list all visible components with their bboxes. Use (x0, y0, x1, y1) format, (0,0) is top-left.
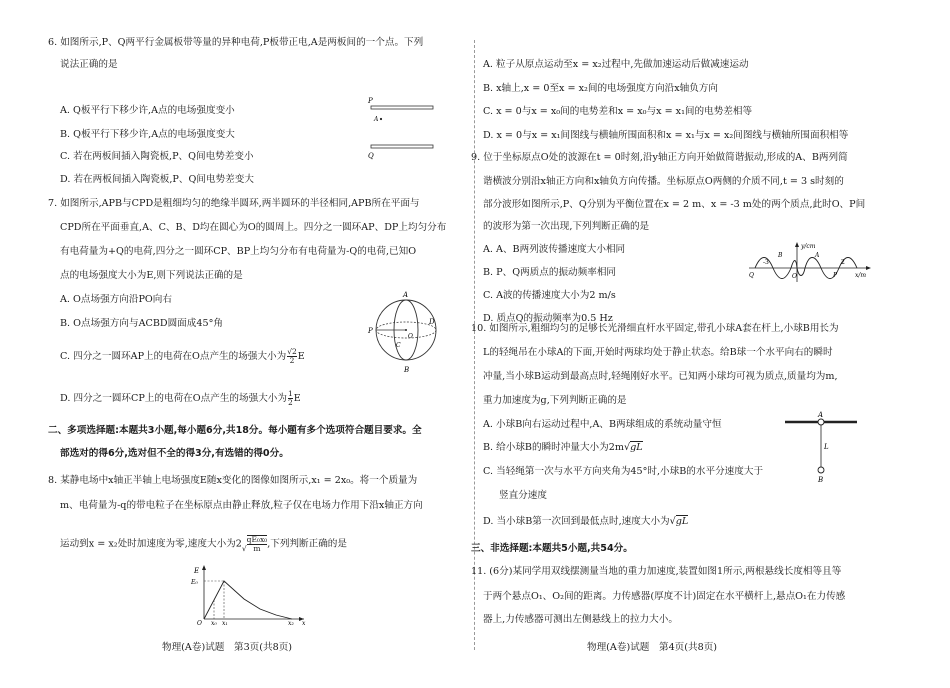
plate-p (371, 106, 433, 109)
svg-text:-3: -3 (763, 259, 769, 266)
q9-option-b: B. P、Q两质点的振动频率相同 (483, 267, 617, 278)
page-footer-left: 物理(A卷)试题 第3页(共8页) (162, 642, 293, 653)
q10-pendulum-figure (775, 410, 865, 485)
section2-heading-line1: 二、多项选择题:本题共3小题,每小题6分,共18分。每小题有多个选项符合题目要求。全 (48, 425, 422, 436)
q10-option-a: A. 小球B向右运动过程中,A、B两球组成的系统动量守恒 (483, 419, 722, 430)
q8-field-graph (190, 563, 310, 625)
svg-text:D: D (429, 318, 435, 326)
q8-option-a: A. 粒子从原点运动至x = x₂过程中,先做加速运动后做减速运动 (483, 59, 749, 70)
q11-line2: 于两个悬点O₁、O₂间的距离。力传感器(厚度不计)固定在水平横杆上,悬点O₁在力传感 (483, 591, 846, 602)
q9-stem-line2: 谐横波分别沿x轴正方向和x轴负方向传播。坐标原点O两侧的介质不同,t = 3 s时刻的 (483, 176, 844, 187)
q10-option-c-line2: 竖直分速度 (499, 490, 547, 501)
svg-text:E₀: E₀ (191, 579, 198, 586)
svg-text:x₁: x₁ (222, 620, 228, 625)
q10-stem-line1: 10. 如图所示,粗细均匀的足够长光滑细直杆水平固定,带孔小球A套在杆上,小球B用长为 (471, 323, 839, 334)
q11-line1: 11. (6分)某同学用双线摆测量当地的重力加速度,装置如图1所示,两根悬线长度相等且等 (471, 566, 842, 577)
svg-text:Q: Q (749, 272, 754, 279)
svg-text:A: A (818, 411, 824, 419)
q9-stem-line3: 部分波形如图所示,P、Q分别为平衡位置在x = 2 m、x = -3 m处的两个质点,此时O、P间 (483, 199, 866, 210)
svg-text:B: B (818, 476, 824, 484)
svg-text:P: P (833, 272, 838, 279)
q6-capacitor-figure (366, 95, 436, 163)
svg-text:P: P (368, 327, 373, 335)
q10-option-c-line1: C. 当轻绳第一次与水平方向夹角为45°时,小球B的水平分速度大于 (483, 466, 764, 477)
q8-stem-line1: 8. 某静电场中x轴正半轴上电场强度E随x变化的图像如图所示,x₁ = 2x₀。将一个质量为 (48, 475, 418, 486)
svg-text:x₂: x₂ (288, 620, 294, 625)
q7-ring-figure (366, 286, 438, 376)
q10-option-d: D. 当小球B第一次回到最低点时,速度大小为√gL (483, 516, 689, 527)
page-footer-right: 物理(A卷)试题 第4页(共8页) (587, 642, 718, 653)
q7-option-b: B. O点场强方向与ACBD圆面成45°角 (60, 318, 223, 329)
svg-text:A: A (815, 252, 820, 259)
section3-heading: 三、非选择题:本题共5小题,共54分。 (471, 543, 633, 554)
q6-stem-line1: 6. 如图所示,P、Q两平行金属板带等量的异种电荷,P板带正电,A是两板间的一个点。下列 (48, 37, 424, 48)
q10-option-b: B. 给小球B的瞬时冲量大小为2m√gL (483, 442, 643, 453)
svg-text:B: B (404, 366, 410, 374)
svg-text:C: C (396, 342, 401, 349)
svg-text:B: B (778, 252, 783, 259)
q7-stem-line3: 有电荷量为+Q的电荷,四分之一圆环CP、BP上均匀分布有电荷量为-Q的电荷,已知O (60, 246, 417, 257)
q6-label-q: Q (368, 152, 374, 160)
point-a (380, 118, 382, 120)
plate-q (371, 145, 433, 148)
svg-text:L: L (824, 443, 829, 451)
svg-text:E: E (194, 567, 200, 575)
q6-stem-line2: 说法正确的是 (60, 59, 118, 70)
svg-text:x₀: x₀ (211, 620, 217, 625)
q6-label-a: A (374, 116, 379, 123)
q9-option-a: A. A、B两列波传播速度大小相同 (483, 244, 626, 255)
q6-option-a: A. Q板平行下移少许,A点的电场强度变小 (60, 105, 235, 116)
q6-label-p: P (368, 97, 373, 105)
svg-text:O: O (792, 273, 797, 280)
q8-option-c: C. x = 0与x = x₀间的电势差和x = x₀与x = x₁间的电势差相等 (483, 106, 753, 117)
q8-option-d: D. x = 0与x = x₁间图线与横轴所围面积和x = x₁与x = x₂间图线与横轴所围面积相等 (483, 130, 849, 141)
svg-text:2: 2 (841, 259, 845, 266)
q7-option-d: D. 四分之一圆环CP上的电荷在O点产生的场强大小为 $\frac{1}{2}$ E (60, 389, 301, 407)
q6-option-b: B. Q板平行下移少许,A点的电场强度变大 (60, 129, 235, 140)
svg-text:O: O (408, 333, 413, 340)
q9-wave-figure (745, 240, 875, 285)
q8-stem-line3: 运动到x = x₂处时加速度为零,速度大小为2√ $\frac{\text{qE₀x₀}}{m}$ ,下列判断正确的是 (60, 535, 347, 553)
q7-stem-line4: 点的电场强度大小为E,则下列说法正确的是 (60, 270, 243, 281)
svg-text:x/m: x/m (855, 272, 867, 279)
q6-option-d: D. 若在两板间插入陶瓷板,P、Q间电势差变大 (60, 174, 254, 185)
q9-stem-line1: 9. 位于坐标原点O处的波源在t = 0时刻,沿y轴正方向开始做简谐振动,形成的A、B两列简 (471, 152, 848, 163)
q10-stem-line3: 冲量,当小球B运动到最高点时,轻绳刚好水平。已知两小球均可视为质点,质量均为m, (483, 371, 838, 382)
column-divider (474, 40, 475, 650)
svg-text:x: x (302, 620, 306, 625)
q10-stem-line2: L的轻绳吊在小球A的下面,开始时两球均处于静止状态。给B球一个水平向右的瞬时 (483, 347, 833, 358)
q6-option-c: C. 若在两板间插入陶瓷板,P、Q间电势差变小 (60, 151, 254, 162)
q10-stem-line4: 重力加速度为g,下列判断正确的是 (483, 395, 627, 406)
q9-option-c: C. A波的传播速度大小为2 m/s (483, 290, 616, 301)
svg-text:A: A (403, 291, 409, 299)
q11-line3: 器上,力传感器可测出左侧悬线上的拉力大小。 (483, 614, 678, 625)
q7-stem-line2: CPD所在平面垂直,A、C、B、D均在圆心为O的圆周上。四分之一圆环AP、DP上均匀分布 (60, 222, 447, 233)
q9-option-d: D. 质点Q的振动频率为0.5 Hz (483, 313, 613, 324)
q7-stem-line1: 7. 如图所示,APB与CPD是粗细均匀的绝缘半圆环,两半圆环的半径相同,APB所在平面与 (48, 198, 420, 209)
q7-option-a: A. O点场强方向沿PO向右 (60, 294, 172, 305)
q9-stem-line4: 的波形为第一次出现,下列判断正确的是 (483, 221, 650, 232)
q8-option-b: B. x轴上,x = 0至x = x₂间的电场强度方向沿x轴负方向 (483, 83, 718, 94)
q7-option-c: C. 四分之一圆环AP上的电荷在O点产生的场强大小为 $\frac{√2}{2}$ E (60, 347, 305, 365)
svg-text:O: O (197, 620, 202, 625)
svg-text:y/cm: y/cm (801, 243, 816, 250)
section2-heading-line2: 部选对的得6分,选对但不全的得3分,有选错的得0分。 (60, 448, 289, 459)
q8-stem-line2: m、电荷量为-q的带电粒子在坐标原点由静止释放,粒子仅在电场力作用下沿x轴正方向 (60, 500, 423, 511)
